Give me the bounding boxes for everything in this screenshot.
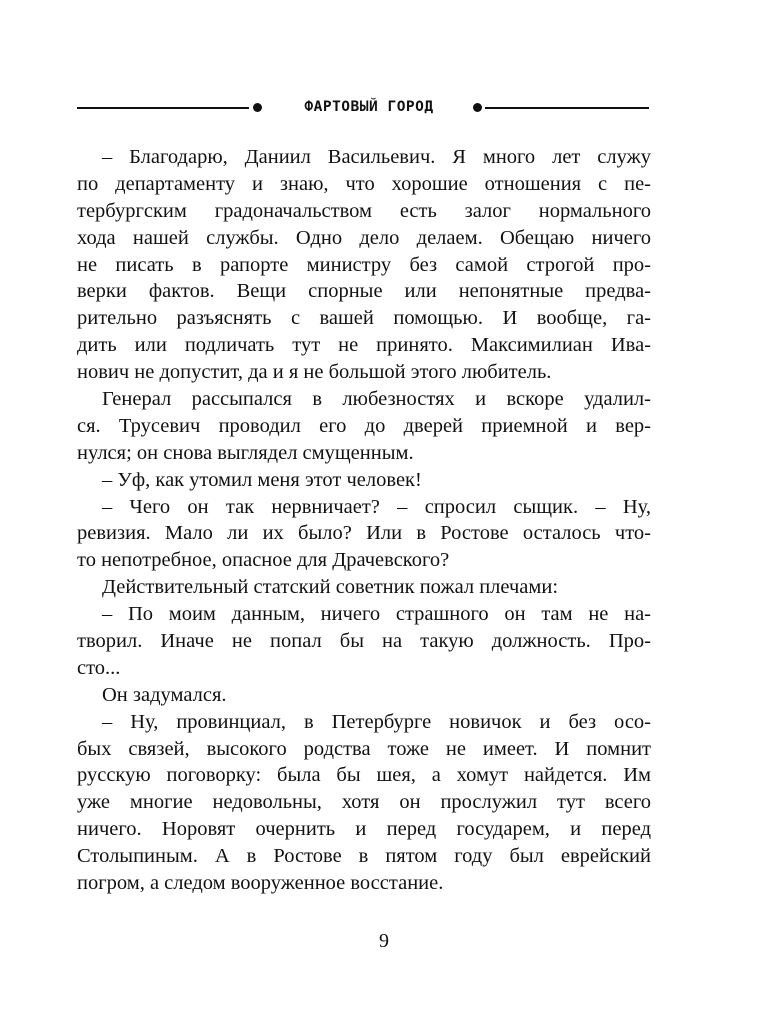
text-line: рительно разъяснять с вашей помощью. И вообще, га- xyxy=(77,307,651,330)
text-line: Он задумался. xyxy=(102,683,227,706)
header-bullet-right xyxy=(473,103,482,112)
running-header xyxy=(77,95,649,119)
text-line: Действительный статский советник пожал плечами: xyxy=(102,576,559,599)
text-line: дить или подличать тут не принято. Максимилиан Ива- xyxy=(77,334,651,357)
text-line: Генерал рассыпался в любезностях и вскоре удалил- xyxy=(102,388,651,411)
text-line: нулся; он снова выглядел смущенным. xyxy=(77,441,414,464)
page-number: 9 xyxy=(379,930,389,952)
text-line: ревизия. Мало ли их было? Или в Ростове осталось что- xyxy=(77,522,651,545)
text-line: погром, а следом вооруженное восстание. xyxy=(77,872,444,895)
text-line: нович не допустит, да и я не большой этого любитель. xyxy=(77,361,552,384)
text-line: по департаменту и знаю, что хорошие отношения с пе- xyxy=(77,172,651,195)
text-line: – Ну, провинциал, в Петербурге новичок и без осо- xyxy=(102,710,651,733)
text-line: творил. Иначе не попал бы на такую должность. Про- xyxy=(77,630,651,653)
header-rule-left xyxy=(77,107,249,109)
text-line: верки фактов. Вещи спорные или непонятные предва- xyxy=(77,280,651,303)
text-line: русскую поговорку: была бы шея, а хомут найдется. Им xyxy=(77,764,651,787)
text-line: – Уф, как утомил меня этот человек! xyxy=(102,468,422,491)
text-line: то непотребное, опасное для Драчевского? xyxy=(77,549,450,572)
text-line: – Чего он так нервничает? – спросил сыщик. – Ну, xyxy=(102,495,651,518)
text-line: сто... xyxy=(77,656,121,679)
running-title: ФАРТОВЫЙ ГОРОД xyxy=(304,99,434,115)
text-line: бых связей, высокого родства тоже не имеет. И помнит xyxy=(77,737,651,760)
text-line: не писать в рапорте министру без самой строгой про- xyxy=(77,253,651,276)
header-rule-right xyxy=(485,107,649,109)
text-line: Столыпиным. А в Ростове в пятом году был еврейский xyxy=(77,845,651,868)
text-line: уже многие недовольны, хотя он прослужил тут всего xyxy=(77,791,651,814)
text-line: хода нашей службы. Одно дело делаем. Обещаю ничего xyxy=(77,226,651,249)
text-line: тербургским градоначальством есть залог нормального xyxy=(77,199,651,222)
text-line: ничего. Норовят очернить и перед государем, и перед xyxy=(77,818,651,841)
text-line: – По моим данным, ничего страшного он там не на- xyxy=(102,603,651,626)
body-text xyxy=(77,144,651,897)
header-bullet-left xyxy=(253,103,262,112)
text-line: ся. Трусевич проводил его до дверей приемной и вер- xyxy=(77,414,651,437)
text-line: – Благодарю, Даниил Васильевич. Я много лет служу xyxy=(102,146,651,168)
